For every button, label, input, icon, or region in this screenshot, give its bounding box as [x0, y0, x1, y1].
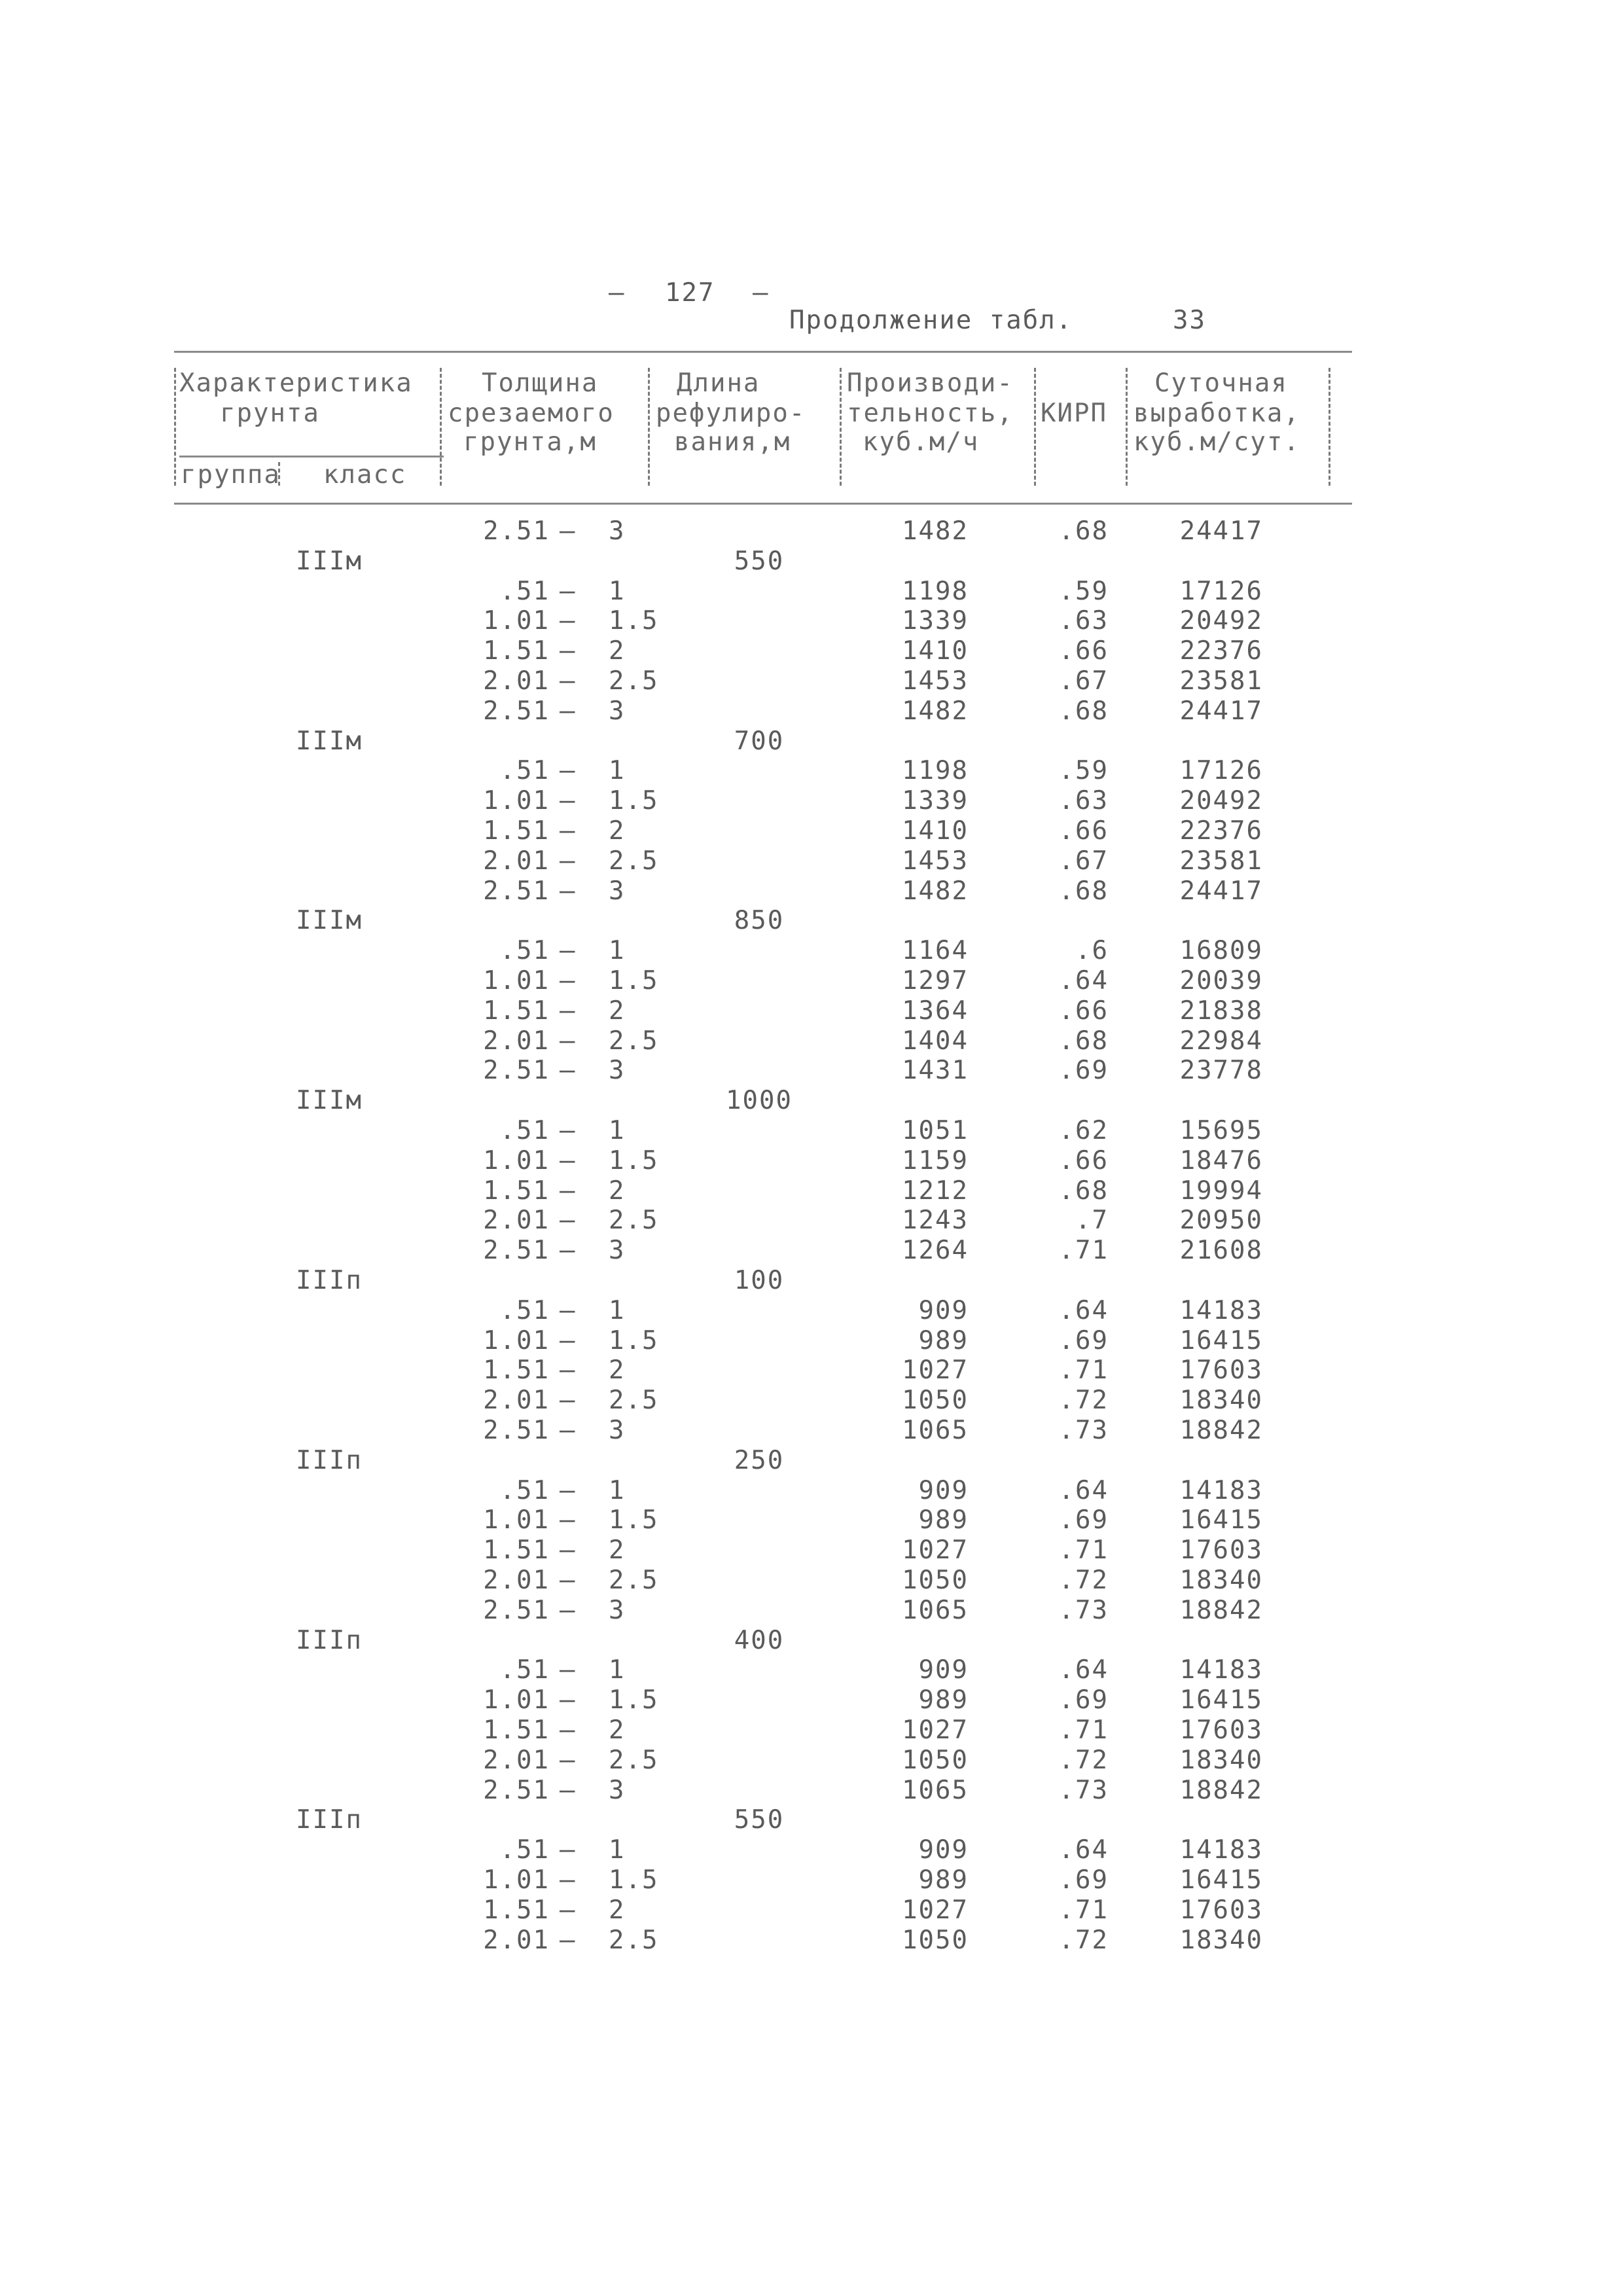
daily-output-cell: 18340 — [1179, 1926, 1263, 1955]
thickness-from-cell: 2.51 — [483, 1416, 550, 1445]
thickness-dash: – — [560, 1865, 577, 1895]
thickness-to-cell: 2.5 — [609, 1386, 659, 1415]
daily-output-cell: 20492 — [1179, 606, 1263, 636]
thickness-from-cell: 1.51 — [483, 1355, 550, 1385]
daily-output-cell: 23581 — [1179, 666, 1263, 696]
thickness-to-cell: 3 — [609, 1056, 626, 1085]
daily-output-cell: 23778 — [1179, 1056, 1263, 1085]
thickness-to-cell: 1.5 — [609, 786, 659, 816]
thickness-from-cell: 1.01 — [483, 786, 550, 816]
header-thickness-3: грунта,м — [463, 427, 597, 457]
productivity-cell: 909 — [918, 1835, 969, 1865]
kirp-cell: .72 — [1058, 1926, 1109, 1955]
header-thickness-1: Толщина — [482, 368, 599, 398]
kirp-cell: .72 — [1058, 1386, 1109, 1415]
kirp-cell: .59 — [1058, 577, 1109, 606]
kirp-cell: .64 — [1058, 1296, 1109, 1325]
thickness-to-cell: 3 — [609, 516, 626, 546]
thickness-to-cell: 2.5 — [609, 1206, 659, 1235]
thickness-dash: – — [560, 876, 577, 906]
kirp-cell: .73 — [1058, 1776, 1109, 1805]
thickness-dash: – — [560, 816, 577, 846]
kirp-cell: .68 — [1058, 516, 1109, 546]
soil-group-cell: IIIм — [296, 906, 363, 935]
thickness-from-cell: 2.51 — [483, 1776, 550, 1805]
daily-output-cell: 18476 — [1179, 1146, 1263, 1175]
page-number: 127 — [665, 278, 715, 308]
kirp-cell: .66 — [1058, 1146, 1109, 1175]
kirp-cell: .64 — [1058, 1655, 1109, 1685]
thickness-dash: – — [560, 1655, 577, 1685]
productivity-cell: 1050 — [902, 1926, 969, 1955]
thickness-dash: – — [560, 1476, 577, 1505]
kirp-cell: .66 — [1058, 996, 1109, 1026]
thickness-dash: – — [560, 1776, 577, 1805]
daily-output-cell: 17603 — [1179, 1355, 1263, 1385]
thickness-dash: – — [560, 636, 577, 666]
continuation-label: Продолжение табл. — [789, 306, 1073, 335]
kirp-cell: .63 — [1058, 606, 1109, 636]
kirp-cell: .69 — [1058, 1056, 1109, 1085]
kirp-cell: .73 — [1058, 1596, 1109, 1625]
thickness-to-cell: 2 — [609, 1355, 626, 1385]
daily-output-cell: 16415 — [1179, 1326, 1263, 1355]
kirp-cell: .59 — [1058, 756, 1109, 785]
daily-output-cell: 16415 — [1179, 1505, 1263, 1535]
daily-output-cell: 23581 — [1179, 846, 1263, 876]
page-dash-right: – — [753, 278, 770, 308]
pipeline-length-cell: 550 — [734, 547, 785, 576]
productivity-cell: 1027 — [902, 1355, 969, 1385]
daily-output-cell: 18842 — [1179, 1416, 1263, 1445]
thickness-from-cell: 1.51 — [483, 1535, 550, 1565]
thickness-dash: – — [560, 577, 577, 606]
thickness-from-cell: 1.01 — [483, 1685, 550, 1715]
thickness-from-cell: 1.51 — [483, 996, 550, 1026]
thickness-dash: – — [560, 1296, 577, 1325]
daily-output-cell: 19994 — [1179, 1176, 1263, 1206]
thickness-dash: – — [560, 846, 577, 876]
kirp-cell: .69 — [1058, 1326, 1109, 1355]
daily-output-cell: 20039 — [1179, 966, 1263, 996]
thickness-to-cell: 1.5 — [609, 1505, 659, 1535]
thickness-from-cell: 2.01 — [483, 846, 550, 876]
productivity-cell: 1212 — [902, 1176, 969, 1206]
thickness-dash: – — [560, 1326, 577, 1355]
productivity-cell: 1027 — [902, 1895, 969, 1925]
thickness-to-cell: 2 — [609, 636, 626, 666]
header-separator — [1329, 368, 1330, 486]
daily-output-cell: 18842 — [1179, 1596, 1263, 1625]
kirp-cell: .64 — [1058, 1835, 1109, 1865]
kirp-cell: .71 — [1058, 1355, 1109, 1385]
thickness-from-cell: 2.01 — [483, 1206, 550, 1235]
daily-output-cell: 21838 — [1179, 996, 1263, 1026]
productivity-cell: 1404 — [902, 1026, 969, 1056]
thickness-to-cell: 2 — [609, 816, 626, 846]
thickness-from-cell: 1.01 — [483, 606, 550, 636]
header-prod-1: Производи- — [847, 368, 1014, 398]
productivity-cell: 1339 — [902, 606, 969, 636]
thickness-dash: – — [560, 666, 577, 696]
kirp-cell: .68 — [1058, 1176, 1109, 1206]
daily-output-cell: 16415 — [1179, 1685, 1263, 1715]
daily-output-cell: 20950 — [1179, 1206, 1263, 1235]
daily-output-cell: 16415 — [1179, 1865, 1263, 1895]
header-char-1: Характеристика — [179, 368, 413, 398]
header-length-2: рефулиро- — [656, 399, 806, 428]
kirp-cell: .73 — [1058, 1416, 1109, 1445]
thickness-from-cell: 1.51 — [483, 816, 550, 846]
header-separator — [840, 368, 842, 486]
thickness-from-cell: .51 — [499, 1655, 550, 1685]
thickness-to-cell: 1 — [609, 1476, 626, 1505]
productivity-cell: 989 — [918, 1505, 969, 1535]
thickness-from-cell: 2.51 — [483, 1236, 550, 1265]
thickness-dash: – — [560, 1206, 577, 1235]
thickness-to-cell: 3 — [609, 1236, 626, 1265]
thickness-from-cell: 1.51 — [483, 1895, 550, 1925]
productivity-cell: 1410 — [902, 816, 969, 846]
thickness-dash: – — [560, 1176, 577, 1206]
thickness-dash: – — [560, 1895, 577, 1925]
pipeline-length-cell: 850 — [734, 906, 785, 935]
daily-output-cell: 14183 — [1179, 1655, 1263, 1685]
pipeline-length-cell: 550 — [734, 1805, 785, 1835]
daily-output-cell: 20492 — [1179, 786, 1263, 816]
table-number: 33 — [1173, 306, 1206, 335]
thickness-to-cell: 1 — [609, 577, 626, 606]
header-class: класс — [323, 460, 407, 490]
productivity-cell: 989 — [918, 1685, 969, 1715]
header-prod-2: тельность, — [847, 399, 1014, 428]
thickness-from-cell: 2.01 — [483, 1746, 550, 1775]
thickness-to-cell: 2.5 — [609, 1926, 659, 1955]
productivity-cell: 1482 — [902, 696, 969, 726]
productivity-cell: 1453 — [902, 666, 969, 696]
thickness-from-cell: 1.01 — [483, 1505, 550, 1535]
thickness-from-cell: .51 — [499, 756, 550, 785]
daily-output-cell: 22376 — [1179, 816, 1263, 846]
kirp-cell: .6 — [1075, 936, 1109, 965]
header-bottom-rule — [174, 503, 1352, 505]
daily-output-cell: 21608 — [1179, 1236, 1263, 1265]
productivity-cell: 1482 — [902, 516, 969, 546]
daily-output-cell: 22376 — [1179, 636, 1263, 666]
thickness-from-cell: 1.51 — [483, 1715, 550, 1745]
thickness-to-cell: 1.5 — [609, 1326, 659, 1355]
productivity-cell: 1431 — [902, 1056, 969, 1085]
productivity-cell: 1065 — [902, 1596, 969, 1625]
thickness-dash: – — [560, 756, 577, 785]
header-daily-3: куб.м/сут. — [1133, 427, 1300, 457]
thickness-from-cell: 2.51 — [483, 876, 550, 906]
thickness-to-cell: 3 — [609, 876, 626, 906]
thickness-dash: – — [560, 1566, 577, 1595]
thickness-dash: – — [560, 1596, 577, 1625]
group-class-subrule — [179, 456, 444, 457]
thickness-dash: – — [560, 516, 577, 546]
thickness-dash: – — [560, 1236, 577, 1265]
productivity-cell: 1065 — [902, 1416, 969, 1445]
thickness-from-cell: 1.01 — [483, 1865, 550, 1895]
header-separator — [1126, 368, 1128, 486]
thickness-from-cell: 2.51 — [483, 516, 550, 546]
header-daily-2: выработка, — [1133, 399, 1300, 428]
table-top-rule — [174, 351, 1352, 353]
thickness-from-cell: 2.01 — [483, 1926, 550, 1955]
soil-group-cell: IIIм — [296, 547, 363, 576]
thickness-from-cell: 1.51 — [483, 636, 550, 666]
productivity-cell: 1050 — [902, 1746, 969, 1775]
thickness-to-cell: 1 — [609, 1116, 626, 1145]
pipeline-length-cell: 1000 — [726, 1086, 793, 1115]
soil-group-cell: IIIп — [296, 1805, 363, 1835]
thickness-to-cell: 2 — [609, 1895, 626, 1925]
thickness-to-cell: 2 — [609, 1176, 626, 1206]
header-length-3: вания,м — [674, 427, 791, 457]
productivity-cell: 909 — [918, 1655, 969, 1685]
pipeline-length-cell: 400 — [734, 1626, 785, 1655]
daily-output-cell: 18842 — [1179, 1776, 1263, 1805]
productivity-cell: 1264 — [902, 1236, 969, 1265]
daily-output-cell: 18340 — [1179, 1566, 1263, 1595]
kirp-cell: .71 — [1058, 1236, 1109, 1265]
daily-output-cell: 17126 — [1179, 577, 1263, 606]
thickness-to-cell: 1.5 — [609, 1865, 659, 1895]
thickness-dash: – — [560, 1715, 577, 1745]
header-group: группа — [181, 460, 281, 490]
header-separator — [440, 368, 442, 486]
kirp-cell: .7 — [1075, 1206, 1109, 1235]
daily-output-cell: 24417 — [1179, 696, 1263, 726]
kirp-cell: .71 — [1058, 1715, 1109, 1745]
thickness-dash: – — [560, 606, 577, 636]
pipeline-length-cell: 100 — [734, 1266, 785, 1295]
thickness-from-cell: .51 — [499, 1835, 550, 1865]
soil-group-cell: IIIм — [296, 1086, 363, 1115]
daily-output-cell: 16809 — [1179, 936, 1263, 965]
kirp-cell: .63 — [1058, 786, 1109, 816]
thickness-to-cell: 1 — [609, 1296, 626, 1325]
thickness-from-cell: 2.01 — [483, 1566, 550, 1595]
header-char-2: грунта — [220, 399, 320, 428]
productivity-cell: 1050 — [902, 1566, 969, 1595]
productivity-cell: 1027 — [902, 1535, 969, 1565]
thickness-dash: – — [560, 1926, 577, 1955]
soil-group-cell: IIIп — [296, 1626, 363, 1655]
daily-output-cell: 14183 — [1179, 1296, 1263, 1325]
pipeline-length-cell: 250 — [734, 1446, 785, 1475]
daily-output-cell: 14183 — [1179, 1835, 1263, 1865]
thickness-from-cell: 1.01 — [483, 966, 550, 996]
thickness-from-cell: 2.51 — [483, 696, 550, 726]
thickness-to-cell: 2.5 — [609, 846, 659, 876]
daily-output-cell: 14183 — [1179, 1476, 1263, 1505]
thickness-to-cell: 1.5 — [609, 1146, 659, 1175]
kirp-cell: .68 — [1058, 876, 1109, 906]
daily-output-cell: 24417 — [1179, 516, 1263, 546]
thickness-from-cell: .51 — [499, 936, 550, 965]
daily-output-cell: 17603 — [1179, 1715, 1263, 1745]
thickness-to-cell: 3 — [609, 1596, 626, 1625]
thickness-to-cell: 3 — [609, 1416, 626, 1445]
thickness-from-cell: .51 — [499, 577, 550, 606]
header-length-1: Длина — [677, 368, 760, 398]
thickness-to-cell: 2 — [609, 996, 626, 1026]
thickness-dash: – — [560, 1026, 577, 1056]
thickness-to-cell: 2 — [609, 1535, 626, 1565]
thickness-to-cell: 1 — [609, 1835, 626, 1865]
kirp-cell: .69 — [1058, 1865, 1109, 1895]
kirp-cell: .71 — [1058, 1895, 1109, 1925]
kirp-cell: .69 — [1058, 1505, 1109, 1535]
thickness-from-cell: 2.51 — [483, 1056, 550, 1085]
productivity-cell: 1339 — [902, 786, 969, 816]
thickness-dash: – — [560, 1116, 577, 1145]
page-dash-left: – — [609, 278, 626, 308]
thickness-from-cell: 2.01 — [483, 1386, 550, 1415]
header-separator — [1034, 368, 1036, 486]
productivity-cell: 1164 — [902, 936, 969, 965]
kirp-cell: .67 — [1058, 666, 1109, 696]
thickness-to-cell: 2 — [609, 1715, 626, 1745]
kirp-cell: .66 — [1058, 816, 1109, 846]
productivity-cell: 1364 — [902, 996, 969, 1026]
productivity-cell: 1453 — [902, 846, 969, 876]
productivity-cell: 1482 — [902, 876, 969, 906]
soil-group-cell: IIIп — [296, 1446, 363, 1475]
thickness-dash: – — [560, 696, 577, 726]
kirp-cell: .72 — [1058, 1746, 1109, 1775]
thickness-dash: – — [560, 966, 577, 996]
soil-group-cell: IIIп — [296, 1266, 363, 1295]
thickness-to-cell: 3 — [609, 1776, 626, 1805]
pipeline-length-cell: 700 — [734, 726, 785, 756]
productivity-cell: 1051 — [902, 1116, 969, 1145]
daily-output-cell: 18340 — [1179, 1746, 1263, 1775]
thickness-dash: – — [560, 1386, 577, 1415]
thickness-to-cell: 2.5 — [609, 666, 659, 696]
kirp-cell: .62 — [1058, 1116, 1109, 1145]
header-thickness-2: срезаемого — [448, 399, 615, 428]
thickness-to-cell: 1.5 — [609, 966, 659, 996]
productivity-cell: 1410 — [902, 636, 969, 666]
productivity-cell: 1198 — [902, 756, 969, 785]
thickness-from-cell: .51 — [499, 1476, 550, 1505]
productivity-cell: 1243 — [902, 1206, 969, 1235]
thickness-to-cell: 1.5 — [609, 606, 659, 636]
thickness-to-cell: 2.5 — [609, 1566, 659, 1595]
thickness-dash: – — [560, 1505, 577, 1535]
header-kirp: КИРП — [1041, 399, 1107, 428]
thickness-dash: – — [560, 996, 577, 1026]
productivity-cell: 1297 — [902, 966, 969, 996]
daily-output-cell: 17126 — [1179, 756, 1263, 785]
kirp-cell: .69 — [1058, 1685, 1109, 1715]
header-separator — [648, 368, 650, 486]
thickness-dash: – — [560, 936, 577, 965]
thickness-to-cell: 2.5 — [609, 1026, 659, 1056]
productivity-cell: 989 — [918, 1865, 969, 1895]
thickness-from-cell: 1.51 — [483, 1176, 550, 1206]
productivity-cell: 1198 — [902, 577, 969, 606]
thickness-dash: – — [560, 786, 577, 816]
kirp-cell: .68 — [1058, 696, 1109, 726]
daily-output-cell: 15695 — [1179, 1116, 1263, 1145]
kirp-cell: .64 — [1058, 1476, 1109, 1505]
thickness-dash: – — [560, 1746, 577, 1775]
productivity-cell: 1050 — [902, 1386, 969, 1415]
kirp-cell: .72 — [1058, 1566, 1109, 1595]
thickness-from-cell: 1.01 — [483, 1146, 550, 1175]
thickness-from-cell: .51 — [499, 1116, 550, 1145]
kirp-cell: .67 — [1058, 846, 1109, 876]
thickness-to-cell: 1.5 — [609, 1685, 659, 1715]
thickness-dash: – — [560, 1535, 577, 1565]
daily-output-cell: 24417 — [1179, 876, 1263, 906]
productivity-cell: 909 — [918, 1476, 969, 1505]
thickness-from-cell: 2.01 — [483, 1026, 550, 1056]
soil-group-cell: IIIм — [296, 726, 363, 756]
thickness-to-cell: 1 — [609, 1655, 626, 1685]
thickness-to-cell: 3 — [609, 696, 626, 726]
productivity-cell: 909 — [918, 1296, 969, 1325]
productivity-cell: 989 — [918, 1326, 969, 1355]
header-separator — [174, 368, 176, 486]
thickness-from-cell: .51 — [499, 1296, 550, 1325]
daily-output-cell: 18340 — [1179, 1386, 1263, 1415]
thickness-dash: – — [560, 1835, 577, 1865]
thickness-from-cell: 2.01 — [483, 666, 550, 696]
productivity-cell: 1065 — [902, 1776, 969, 1805]
thickness-dash: – — [560, 1685, 577, 1715]
thickness-to-cell: 1 — [609, 936, 626, 965]
kirp-cell: .68 — [1058, 1026, 1109, 1056]
thickness-from-cell: 1.01 — [483, 1326, 550, 1355]
thickness-to-cell: 2.5 — [609, 1746, 659, 1775]
productivity-cell: 1159 — [902, 1146, 969, 1175]
productivity-cell: 1027 — [902, 1715, 969, 1745]
thickness-dash: – — [560, 1416, 577, 1445]
kirp-cell: .71 — [1058, 1535, 1109, 1565]
thickness-dash: – — [560, 1056, 577, 1085]
thickness-to-cell: 1 — [609, 756, 626, 785]
thickness-dash: – — [560, 1146, 577, 1175]
daily-output-cell: 22984 — [1179, 1026, 1263, 1056]
kirp-cell: .66 — [1058, 636, 1109, 666]
thickness-from-cell: 2.51 — [483, 1596, 550, 1625]
daily-output-cell: 17603 — [1179, 1895, 1263, 1925]
daily-output-cell: 17603 — [1179, 1535, 1263, 1565]
kirp-cell: .64 — [1058, 966, 1109, 996]
thickness-dash: – — [560, 1355, 577, 1385]
header-prod-3: куб.м/ч — [863, 427, 980, 457]
header-daily-1: Суточная — [1154, 368, 1288, 398]
